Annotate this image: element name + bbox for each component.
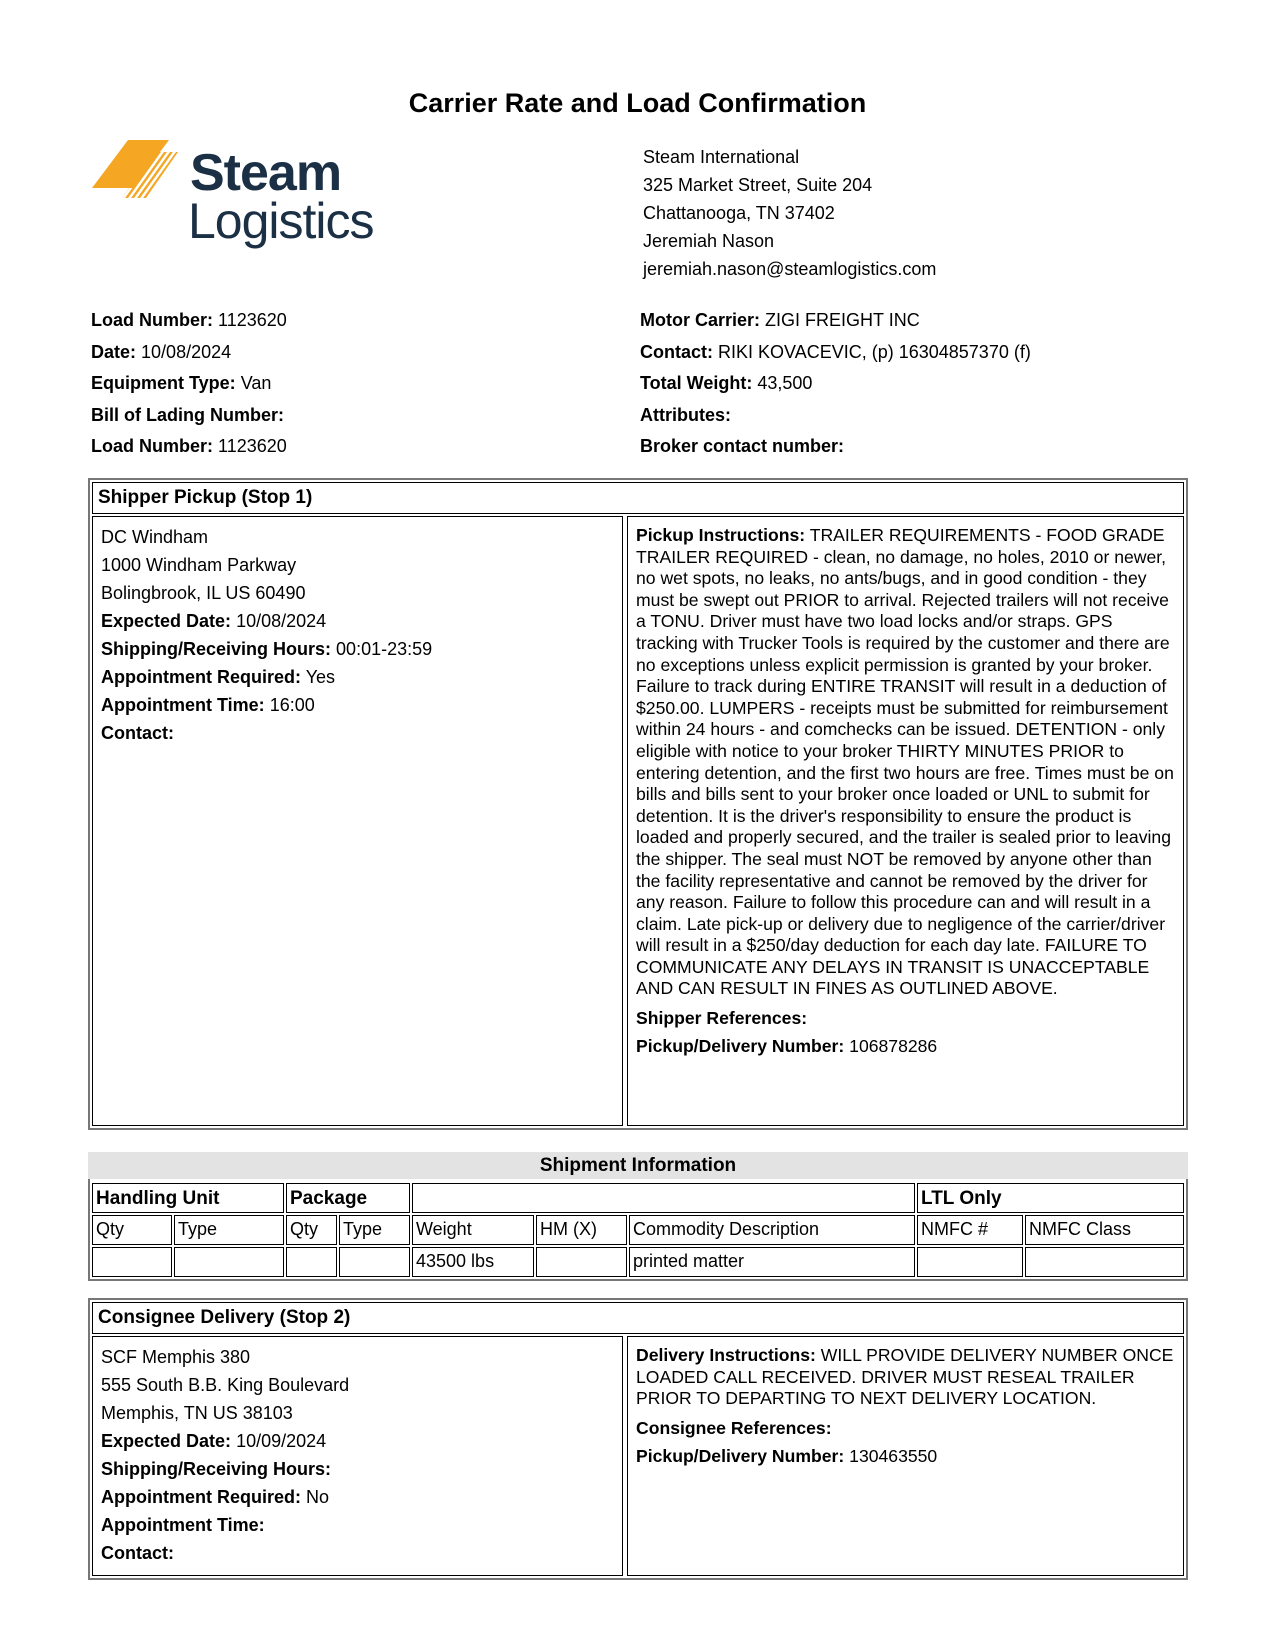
- pickup-city: Bolingbrook, IL US 60490: [101, 583, 306, 603]
- col-package-qty: Qty: [286, 1215, 337, 1245]
- delivery-street: 555 South B.B. King Boulevard: [101, 1375, 350, 1395]
- load-number-field: Load Number: 1123620: [91, 310, 287, 330]
- col-weight: Weight: [412, 1215, 534, 1245]
- load-fields-left: [91, 305, 287, 463]
- broker-street: 325 Market Street, Suite 204: [643, 175, 873, 195]
- pickup-contact: Contact:: [101, 723, 174, 743]
- delivery-hours: Shipping/Receiving Hours:: [101, 1459, 332, 1479]
- delivery-location-name: SCF Memphis 380: [101, 1347, 251, 1367]
- load-number-field-2: Load Number: 1123620: [91, 436, 287, 456]
- delivery-appointment-time: Appointment Time:: [101, 1515, 265, 1535]
- broker-contact-number-field: Broker contact number:: [640, 436, 845, 456]
- load-fields-right: [640, 305, 1031, 463]
- delivery-expected-date: Expected Date: 10/09/2024: [101, 1431, 327, 1451]
- delivery-city: Memphis, TN US 38103: [101, 1403, 293, 1423]
- col-package-type: Type: [339, 1215, 410, 1245]
- shipment-blank-header: [412, 1183, 915, 1213]
- pickup-appointment-time: Appointment Time: 16:00: [101, 695, 315, 715]
- carrier-contact-field: Contact: RIKI KOVACEVIC, (p) 16304857370 (f): [640, 341, 1031, 362]
- delivery-location-cell: [92, 1336, 623, 1576]
- row-hm: [536, 1247, 627, 1277]
- total-weight-field: Total Weight: 43,500: [640, 373, 813, 393]
- pickup-instructions-cell: [627, 516, 1184, 1126]
- col-nmfc-class: NMFC Class: [1025, 1215, 1184, 1245]
- delivery-appointment-required: Appointment Required: No: [101, 1487, 330, 1507]
- row-package-type: [339, 1247, 410, 1277]
- row-handling-qty: [92, 1247, 172, 1277]
- pickup-expected-date: Expected Date: 10/08/2024: [101, 611, 327, 631]
- row-handling-type: [174, 1247, 284, 1277]
- broker-city: Chattanooga, TN 37402: [643, 203, 835, 223]
- delivery-instructions: Delivery Instructions: WILL PROVIDE DELIVERY NUMBER ONCE LOADED CALL RECEIVED. DRIVER MUST RESEAL TRAILER PRIOR TO DEPARTING TO NEXT DELIVERY LOCATION.: [636, 1345, 1174, 1409]
- pickup-street: 1000 Windham Parkway: [101, 555, 297, 575]
- pickup-appointment-required: Appointment Required: Yes: [101, 667, 336, 687]
- consignee-references: Consignee References:: [636, 1417, 832, 1438]
- row-commodity-description: printed matter: [629, 1247, 915, 1277]
- equipment-type-field: Equipment Type: Van: [91, 373, 272, 393]
- col-hm: HM (X): [536, 1215, 627, 1245]
- handling-unit-header: Handling Unit: [92, 1183, 284, 1213]
- row-package-qty: [286, 1247, 337, 1277]
- ltl-only-header: LTL Only: [917, 1183, 1184, 1213]
- motor-carrier-field: Motor Carrier: ZIGI FREIGHT INC: [640, 310, 920, 330]
- broker-address: [643, 143, 936, 283]
- broker-name: Steam International: [643, 147, 800, 167]
- shipper-references: Shipper References:: [636, 1008, 808, 1029]
- delivery-contact: Contact:: [101, 1543, 174, 1563]
- broker-email: jeremiah.nason@steamlogistics.com: [643, 259, 937, 279]
- bill-of-lading-field: Bill of Lading Number:: [91, 404, 284, 425]
- pickup-instructions: Pickup Instructions: TRAILER REQUIREMENTS - FOOD GRADE TRAILER REQUIRED - clean, no damage, no holes, 2010 or newer, no wet spots, no leaks, no ants/bugs, and in good condition - they must be swept out PRIOR to arrival. Rejected trailers will not receive a TONU. Driver must have two load locks and/or straps. GPS tracking with Trucker Tools is required by the customer and there are no exceptions unless explicit permission is granted by your broker. Failure to track during ENTIRE TRANSIT will result in a deduction of $250.00. LUMPERS - receipts must be submitted for reimbursement within 24 hours - and comchecks can be issued. DETENTION - only eligible with notice to your broker THIRTY MINUTES PRIOR to entering detention, and the first two hours are free. Times must be on bills and bills sent to your broker once loaded or UNL to submit for detention. It is the driver's responsibility to ensure the product is loaded and properly secured, and the trailer is sealed prior to leaving the shipper. The seal must NOT be removed by anyone other than the facility representative and cannot be removed by the driver for any reason. Failure to follow this procedure can and will result in a claim. Late pick-up or delivery due to negligence of the carrier/driver will result in a $250/day deduction for each day late. FAILURE TO COMMUNICATE ANY DELAYS IN TRANSIT IS UNACCEPTABLE AND CAN RESULT IN FINES AS OUTLINED ABOVE.: [636, 525, 1174, 999]
- row-nmfc-number: [917, 1247, 1023, 1277]
- col-handling-type: Type: [174, 1215, 284, 1245]
- pickup-location-cell: [92, 516, 623, 1126]
- date-field: Date: 10/08/2024: [91, 341, 232, 362]
- document-title: Carrier Rate and Load Confirmation: [408, 88, 867, 118]
- broker-contact-name: Jeremiah Nason: [643, 231, 775, 251]
- logo-word-logistics: Logistics: [188, 193, 374, 249]
- row-weight: 43500 lbs: [412, 1247, 534, 1277]
- shipper-pickup-header: Shipper Pickup (Stop 1): [92, 482, 1184, 514]
- shipment-information-title: Shipment Information: [88, 1152, 1188, 1179]
- pickup-delivery-number: Pickup/Delivery Number: 106878286: [636, 1036, 938, 1057]
- steam-logistics-logo: [92, 140, 412, 260]
- col-nmfc-number: NMFC #: [917, 1215, 1023, 1245]
- col-commodity-description: Commodity Description: [629, 1215, 915, 1245]
- delivery-instructions-cell: [627, 1336, 1184, 1576]
- package-header: Package: [286, 1183, 410, 1213]
- logo-word-steam: Steam: [190, 144, 342, 202]
- row-nmfc-class: [1025, 1247, 1184, 1277]
- attributes-field: Attributes:: [640, 404, 731, 425]
- col-handling-qty: Qty: [92, 1215, 172, 1245]
- delivery-pickup-delivery-number: Pickup/Delivery Number: 130463550: [636, 1445, 938, 1466]
- pickup-location-name: DC Windham: [101, 527, 209, 547]
- pickup-hours: Shipping/Receiving Hours: 00:01-23:59: [101, 639, 433, 659]
- consignee-delivery-header: Consignee Delivery (Stop 2): [92, 1302, 1184, 1334]
